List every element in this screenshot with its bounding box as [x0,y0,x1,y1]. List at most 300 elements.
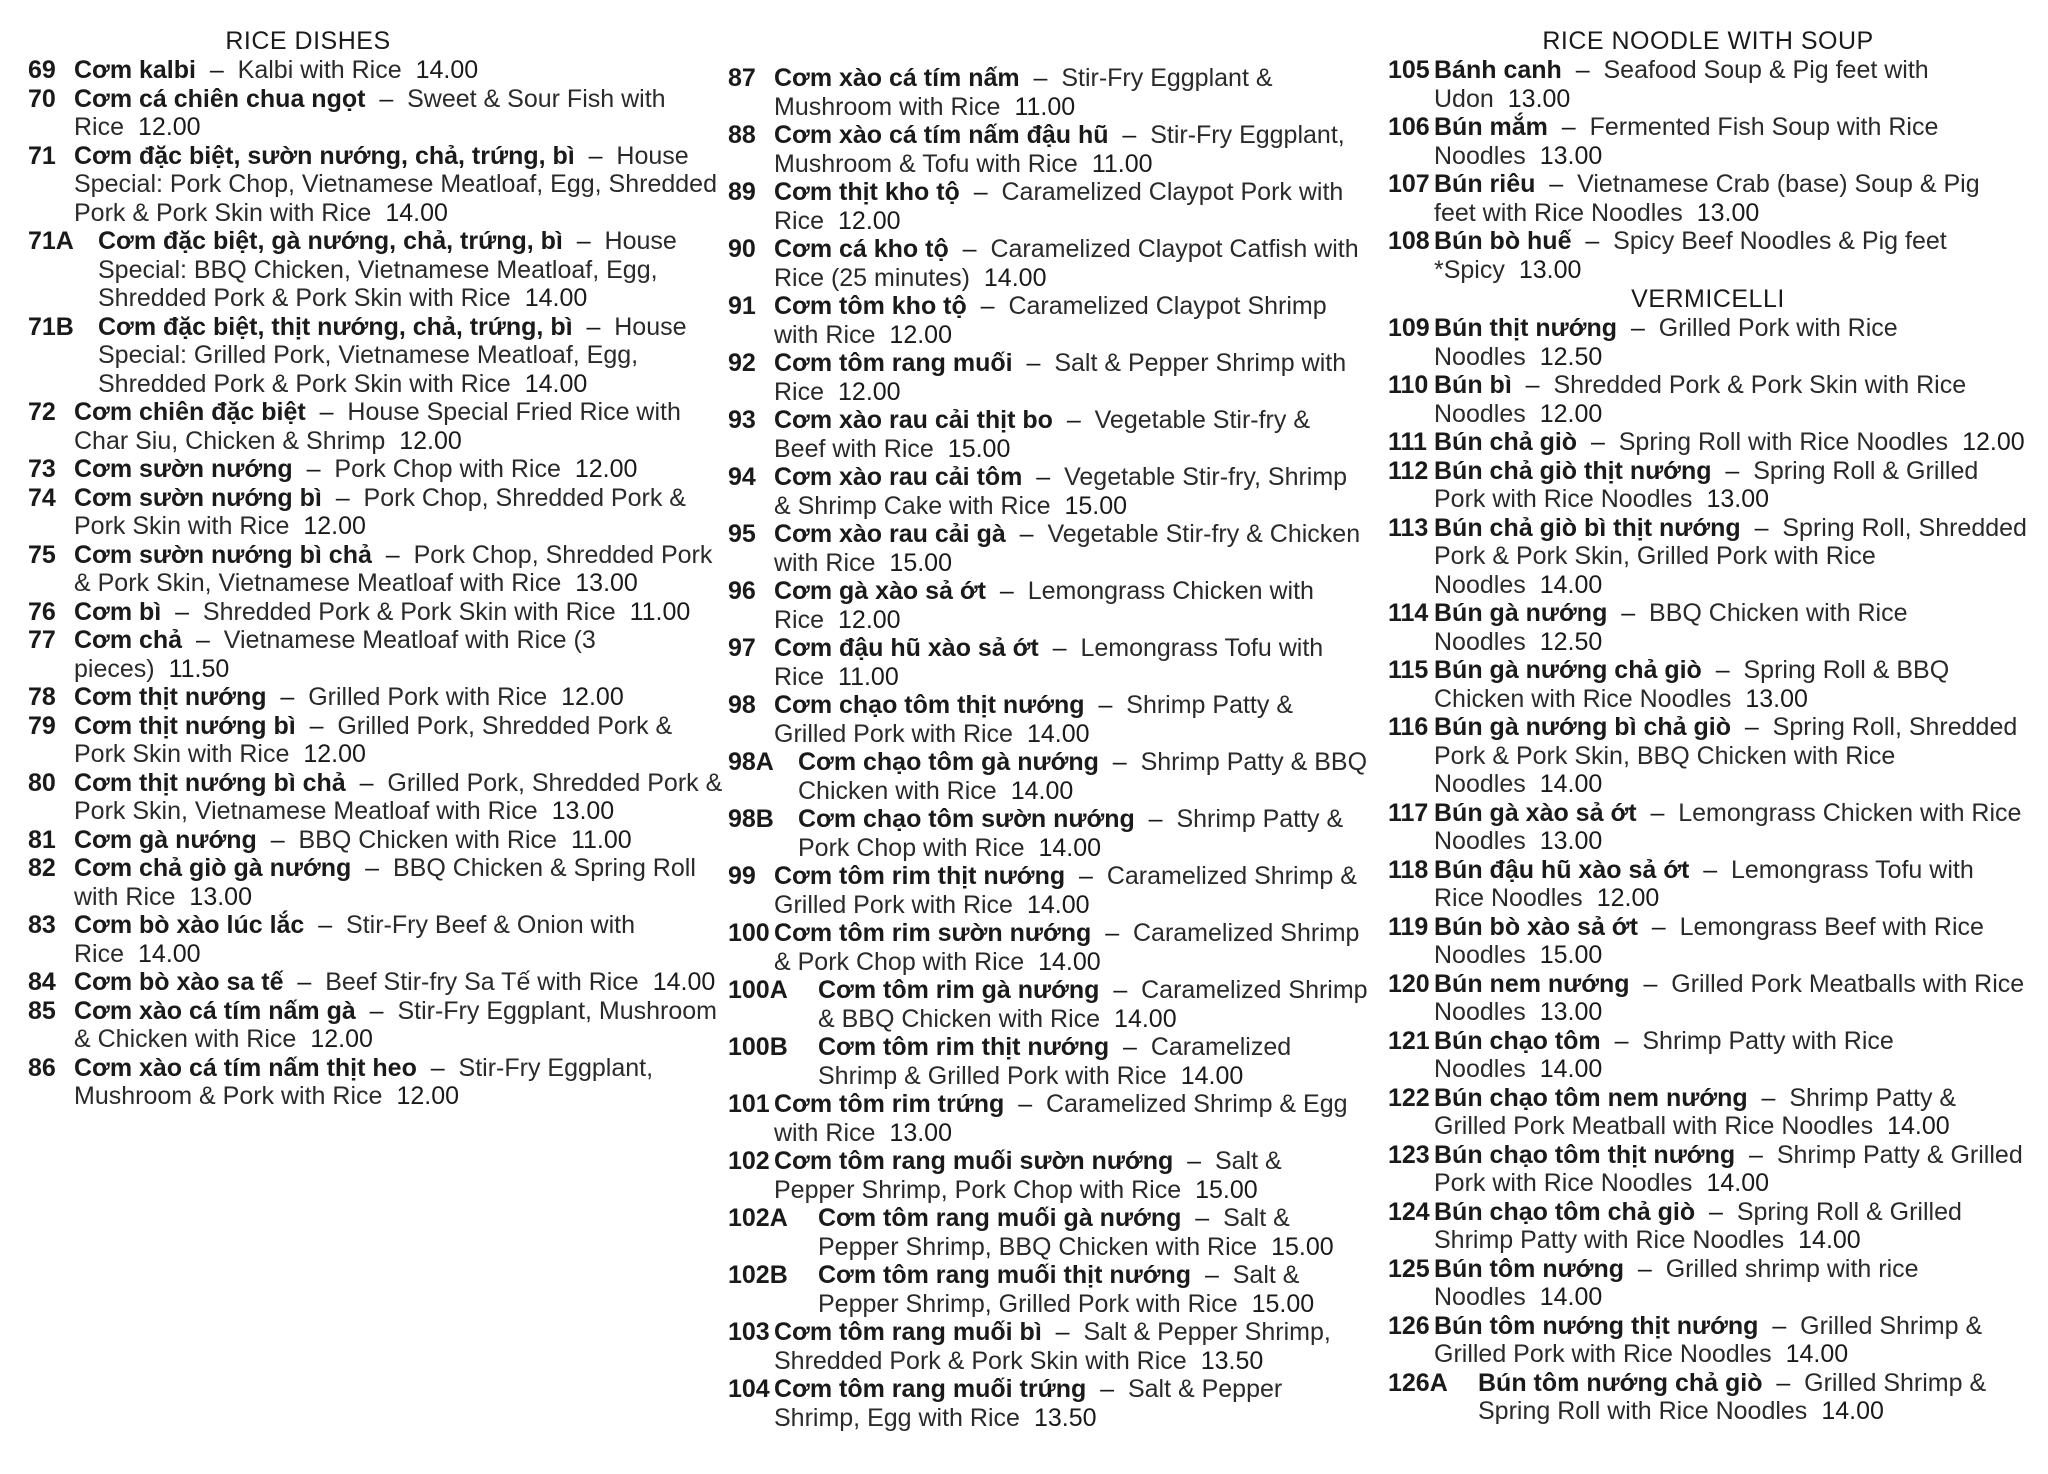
menu-item: 73 Cơm sườn nướng – Pork Chop with Rice 12.00 [28,455,638,483]
item-number: 80 [28,768,56,797]
item-number: 86 [28,1053,56,1082]
item-number: 73 [28,455,56,483]
menu-item: 102A Cơm tôm rang muối gà nướng – Salt & Pepper Shrimp, BBQ Chicken with Rice 15.00 [728,1204,1334,1261]
item-price: 12.00 [1962,428,2025,456]
menu-item: 74 Cơm sườn nướng bì – Pork Chop, Shredded Pork & Pork Skin with Rice 12.00 [28,483,686,540]
menu-item: 91 Cơm tôm kho tộ – Caramelized Claypot Shrimp with Rice 12.00 [728,292,1327,349]
menu-item: 116 Bún gà nướng bì chả giò – Spring Roll, Shredded Pork & Pork Skin, BBQ Chicken with Rice Noodles 14.00 [1388,713,2018,798]
item-list [1388,56,2028,284]
item-price: 12.00 [1539,399,1603,428]
menu-item: 102 Cơm tôm rang muối sườn nướng – Salt & Pepper Shrimp, Pork Chop with Rice 15.00 [728,1147,1282,1204]
item-number: 79 [28,711,56,740]
item-number: 77 [28,626,56,654]
item-number: 90 [728,235,756,263]
item-description: Spring Roll & Grilled Pork with Rice Noodles [1434,456,1979,513]
item-name: Bún tôm nướng [1434,1254,1625,1283]
item-number: 83 [28,911,56,939]
menu-item: 103 Cơm tôm rang muối bì – Salt & Pepper Shrimp, Shredded Pork & Pork Skin with Rice 13.50 [728,1318,1331,1375]
menu-item: 77 Cơm chả – Vietnamese Meatloaf with Rice (3 pieces) 11.50 [28,626,596,683]
item-number: 115 [1388,656,1429,684]
item-name: Bún nem nướng [1434,969,1630,998]
menu-item: 104 Cơm tôm rang muối trứng – Salt & Pepper Shrimp, Egg with Rice 13.50 [728,1375,1283,1432]
item-name: Cơm cá kho tộ [774,235,949,263]
menu-item: 95 Cơm xào rau cải gà – Vegetable Stir-fry & Chicken with Rice 15.00 [728,520,1361,577]
item-description: Caramelized Shrimp & BBQ Chicken with Rice [818,976,1368,1033]
menu-item: 90 Cơm cá kho tộ – Caramelized Claypot Catfish with Rice (25 minutes) 14.00 [728,235,1359,292]
menu-item: 123 Bún chạo tôm thịt nướng – Shrimp Patty & Grilled Pork with Rice Noodles 14.00 [1388,1140,2023,1197]
item-description: Salt & Pepper Shrimp, Grilled Pork with Rice [818,1261,1300,1318]
item-number: 101 [728,1090,770,1118]
item-price: 14.00 [1798,1226,1861,1254]
item-description: Lemongrass Chicken with Rice Noodles [1434,798,2022,855]
item-description: Spring Roll, Shredded Pork & Pork Skin, BBQ Chicken with Rice Noodles [1434,713,2018,798]
item-number: 102B [728,1261,788,1289]
item-price: 14.00 [1706,1169,1769,1197]
item-number: 110 [1388,371,1429,399]
item-price: 14.00 [524,284,588,312]
item-price: 12.00 [574,455,638,483]
menu-item: 114 Bún gà nướng – BBQ Chicken with Rice Noodles 12.50 [1388,599,1908,656]
menu-item: 102B Cơm tôm rang muối thịt nướng – Salt & Pepper Shrimp, Grilled Pork with Rice 15.00 [728,1261,1315,1318]
item-description: BBQ Chicken with Rice [298,825,557,854]
item-name: Cơm xào cá tím nấm thịt heo [74,1053,417,1082]
item-name: Bún mắm [1434,113,1548,141]
item-price: 14.00 [1539,570,1603,599]
menu-item: 100A Cơm tôm rim gà nướng – Caramelized Shrimp & BBQ Chicken with Rice 14.00 [728,976,1368,1033]
item-description: Salt & Pepper Shrimp with Rice [774,349,1347,406]
item-name: Bún thịt nướng [1434,314,1618,342]
item-description: Grilled Pork, Shredded Pork & Pork Skin, Vietnamese Meatloaf with Rice [74,768,723,825]
item-name: Cơm thịt kho tộ [774,178,960,206]
item-number: 126 [1388,1311,1430,1340]
item-price: 13.00 [1507,84,1571,113]
item-description: Caramelized Shrimp & Grilled Pork with Rice [774,862,1357,919]
item-description: Sweet & Sour Fish with Rice [74,84,666,141]
item-number: 98B [728,805,774,833]
item-number: 111 [1388,428,1427,456]
item-list [728,64,1368,1432]
item-number: 119 [1388,912,1429,941]
item-number: 125 [1388,1254,1430,1283]
menu-item: 85 Cơm xào cá tím nấm gà – Stir-Fry Eggplant, Mushroom & Chicken with Rice 12.00 [28,996,717,1053]
item-number: 85 [28,996,56,1025]
item-number: 126A [1388,1368,1448,1397]
item-description: Shredded Pork & Pork Skin with Rice [202,597,616,626]
item-description: Grilled Pork with Rice [308,683,548,711]
item-name: Cơm xào cá tím nấm đậu hũ [774,121,1109,149]
menu-item: 92 Cơm tôm rang muối – Salt & Pepper Shrimp with Rice 12.00 [728,349,1347,406]
item-number: 96 [728,577,756,605]
item-name: Cơm kalbi [74,56,196,84]
item-name: Cơm sườn nướng bì [74,483,322,512]
menu-item: 115 Bún gà nướng chả giò – Spring Roll & BBQ Chicken with Rice Noodles 13.00 [1388,656,1950,713]
item-description: Shredded Pork & Pork Skin with Rice Noodles [1434,371,1967,428]
item-price: 12.00 [138,113,201,141]
item-name: Cơm thịt nướng [74,683,267,711]
item-price: 14.00 [1539,1283,1603,1311]
menu-item: 121 Bún chạo tôm – Shrimp Patty with Rice Noodles 14.00 [1388,1026,1894,1083]
item-price: 11.00 [1091,149,1153,178]
item-description: Grilled Shrimp & Spring Roll with Rice Noodles [1478,1368,1987,1425]
item-description: Grilled Shrimp & Grilled Pork with Rice Noodles [1434,1311,1983,1368]
item-number: 116 [1388,713,1429,741]
item-description: Caramelized Shrimp & Egg with Rice [774,1090,1348,1147]
item-price: 12.00 [303,740,366,768]
menu-item: 71A Cơm đặc biệt, gà nướng, chả, trứng, bì – House Special: BBQ Chicken, Vietnamese Meatloaf, Egg, Shredded Pork & Pork Skin with Rice 14.00 [28,227,677,312]
item-description: Grilled Pork Meatballs with Rice Noodles [1434,969,2025,1026]
item-description: Salt & Pepper Shrimp, Pork Chop with Rice [774,1147,1282,1204]
item-number: 71A [28,227,74,255]
menu-item: 126 Bún tôm nướng thịt nướng – Grilled Shrimp & Grilled Pork with Rice Noodles 14.00 [1388,1311,1983,1368]
item-price: 14.00 [1180,1061,1244,1090]
item-price: 13.00 [1696,198,1760,227]
menu-item: 76 Cơm bì – Shredded Pork & Pork Skin with Rice 11.00 [28,597,691,626]
menu-item: 101 Cơm tôm rim trứng – Caramelized Shrimp & Egg with Rice 13.00 [728,1090,1348,1147]
menu-item: 109 Bún thịt nướng – Grilled Pork with Rice Noodles 12.50 [1388,314,1898,371]
item-description: Seafood Soup & Pig feet with Udon [1434,56,1929,113]
item-name: Bún riêu [1434,170,1536,198]
menu-item: 78 Cơm thịt nướng – Grilled Pork with Rice 12.00 [28,683,624,711]
item-name: Bún chả giò [1434,428,1578,456]
item-name: Bún đậu hũ xào sả ớt [1434,855,1690,884]
item-price: 13.00 [1706,485,1769,513]
item-price: 12.00 [396,1082,459,1110]
item-number: 118 [1388,855,1429,884]
item-number: 81 [28,825,56,854]
item-description: Grilled Pork, Shredded Pork & Pork Skin with Rice [74,711,673,768]
item-description: Stir-Fry Eggplant, Mushroom & Tofu with Rice [774,121,1345,178]
item-name: Cơm chiên đặc biệt [74,398,306,426]
item-price: 14.00 [1038,833,1102,862]
item-price: 13.00 [1745,684,1808,713]
item-name: Cơm tôm rang muối gà nướng [818,1204,1182,1232]
item-name: Bún tôm nướng chả giò [1478,1368,1763,1397]
item-price: 15.00 [1539,941,1603,969]
item-price: 15.00 [947,434,1011,463]
item-name: Bún bò huế [1434,227,1572,255]
menu-item: 71 Cơm đặc biệt, sườn nướng, chả, trứng, bì – House Special: Pork Chop, Vietnamese Meatloaf, Egg, Shredded Pork & Pork Skin with Rice 14.00 [28,141,717,227]
item-name: Bún gà xào sả ớt [1434,798,1637,827]
item-number: 114 [1388,599,1429,627]
item-price: 14.00 [138,939,201,968]
item-number: 109 [1388,314,1430,342]
item-name: Cơm tôm rim trứng [774,1090,1005,1118]
menu-item: 106 Bún mắm – Fermented Fish Soup with Rice Noodles 13.00 [1388,113,1939,170]
item-number: 72 [28,398,56,426]
menu-item: 83 Cơm bò xào lúc lắc – Stir-Fry Beef & Onion with Rice 14.00 [28,911,636,968]
item-price: 12.00 [310,1025,373,1053]
item-number: 69 [28,56,56,84]
menu-item: 122 Bún chạo tôm nem nướng – Shrimp Patty & Grilled Pork Meatball with Rice Noodles 14.00 [1388,1083,1957,1140]
item-name: Cơm tôm rang muối thịt nướng [818,1261,1192,1289]
item-name: Bún chả giò thịt nướng [1434,456,1712,485]
item-price: 14.00 [1010,776,1074,805]
section-title: VERMICELLI [1631,285,1785,313]
item-price: 14.00 [524,369,588,398]
item-price: 12.00 [303,512,366,540]
item-list [28,56,728,1111]
item-number: 76 [28,597,56,626]
item-price: 15.00 [1064,491,1128,520]
menu-item: 80 Cơm thịt nướng bì chả – Grilled Pork, Shredded Pork & Pork Skin, Vietnamese Meatloaf with Rice 13.00 [28,768,723,825]
item-description: Stir-Fry Beef & Onion with Rice [74,911,636,968]
item-number: 106 [1388,113,1430,141]
item-number: 100A [728,976,788,1004]
item-price: 13.00 [1518,255,1582,284]
menu-item: 105 Bánh canh – Seafood Soup & Pig feet with Udon 13.00 [1388,56,1929,113]
menu-item: 117 Bún gà xào sả ớt – Lemongrass Chicken with Rice Noodles 13.00 [1388,798,2022,855]
item-description: Spring Roll & Grilled Shrimp Patty with Rice Noodles [1434,1197,1962,1254]
item-price: 12.00 [889,320,952,349]
item-price: 12.00 [561,683,624,711]
item-description: Stir-Fry Eggplant & Mushroom with Rice [774,64,1273,121]
item-description: Fermented Fish Soup with Rice Noodles [1434,113,1939,170]
item-description: Shrimp Patty with Rice Noodles [1434,1026,1894,1083]
item-price: 11.00 [1014,92,1076,121]
item-price: 11.00 [838,662,899,691]
section-title: RICE DISHES [225,27,391,55]
item-description: BBQ Chicken with Rice Noodles [1434,599,1908,656]
item-description: Caramelized Claypot Catfish with Rice (25 minutes) [774,235,1359,292]
item-name: Cơm thịt nướng bì [74,711,296,740]
item-number: 92 [728,349,756,377]
item-name: Cơm xào rau cải gà [774,520,1006,548]
item-name: Cơm gà xào sả ớt [774,577,986,605]
item-number: 103 [728,1318,770,1346]
item-description: Lemongrass Chicken with Rice [774,577,1314,634]
menu-item: 124 Bún chạo tôm chả giò – Spring Roll & Grilled Shrimp Patty with Rice Noodles 14.00 [1388,1197,1962,1254]
menu-item: 100B Cơm tôm rim thịt nướng – Caramelized Shrimp & Grilled Pork with Rice 14.00 [728,1033,1292,1090]
item-description: Spring Roll & BBQ Chicken with Rice Noodles [1434,656,1950,713]
section-title: RICE NOODLE WITH SOUP [1542,27,1874,55]
item-price: 15.00 [1271,1232,1334,1261]
item-name: Cơm đặc biệt, sườn nướng, chả, trứng, bì [74,141,575,170]
menu-item: 113 Bún chả giò bì thịt nướng – Spring Roll, Shredded Pork & Pork Skin, Grilled Pork with Rice Noodles 14.00 [1388,513,2027,599]
item-name: Cơm tôm rang muối sườn nướng [774,1147,1174,1175]
item-name: Cơm xào rau cải thịt bo [774,406,1053,434]
item-number: 78 [28,683,56,711]
item-price: 13.00 [551,797,615,825]
item-number: 70 [28,84,56,113]
item-price: 14.00 [652,968,716,996]
item-name: Cơm chả [74,626,183,654]
column-noodles [1388,26,2028,1426]
item-description: Pork Chop with Rice [334,455,561,483]
item-number: 102A [728,1204,788,1232]
item-price: 14.00 [1821,1397,1884,1425]
menu-item: 71B Cơm đặc biệt, thịt nướng, chả, trứng, bì – House Special: Grilled Pork, Vietnamese Meatloaf, Egg, Shredded Pork & Pork Skin with Rice 14.00 [28,312,687,398]
item-price: 13.00 [889,1118,952,1147]
item-description: House Special Fried Rice with Char Siu, Chicken & Shrimp [74,398,681,455]
item-number: 84 [28,968,56,996]
item-name: Cơm đặc biệt, gà nướng, chả, trứng, bì [98,227,563,255]
item-price: 12.50 [1539,342,1603,371]
item-name: Cơm tôm rang muối [774,349,1013,377]
menu-item: 89 Cơm thịt kho tộ – Caramelized Claypot Pork with Rice 12.00 [728,178,1344,235]
menu-item: 79 Cơm thịt nướng bì – Grilled Pork, Shredded Pork & Pork Skin with Rice 12.00 [28,711,673,768]
item-description: Vegetable Stir-fry & Chicken with Rice [774,520,1361,577]
item-number: 123 [1388,1140,1430,1169]
item-name: Cơm chạo tôm sườn nướng [798,805,1135,833]
item-number: 122 [1388,1083,1430,1112]
item-name: Cơm tôm rim sườn nướng [774,919,1092,947]
item-name: Cơm xào cá tím nấm [774,64,1020,92]
item-description: Salt & Pepper Shrimp, Shredded Pork & Pork Skin with Rice [774,1318,1331,1375]
item-number: 104 [728,1375,770,1403]
item-number: 99 [728,862,756,890]
item-description: Shrimp Patty & Grilled Pork with Rice [774,691,1293,748]
item-name: Bún chạo tôm chả giò [1434,1197,1696,1226]
item-description: House Special: Pork Chop, Vietnamese Meatloaf, Egg, Shredded Pork & Pork Skin with Rice [74,141,717,227]
item-description: Lemongrass Beef with Rice Noodles [1434,912,1984,969]
item-number: 105 [1388,56,1430,84]
menu-item: 118 Bún đậu hũ xào sả ớt – Lemongrass Tofu with Rice Noodles 12.00 [1388,855,1974,912]
item-list [1388,314,2028,1426]
item-name: Cơm chạo tôm thịt nướng [774,691,1085,719]
item-description: Spicy Beef Noodles & Pig feet *Spicy [1434,227,1947,284]
item-name: Cơm chạo tôm gà nướng [798,748,1099,776]
item-name: Cơm đặc biệt, thịt nướng, chả, trứng, bì [98,312,573,341]
item-price: 12.50 [1539,627,1603,656]
item-description: House Special: Grilled Pork, Vietnamese Meatloaf, Egg, Shredded Pork & Pork Skin with Rice [98,312,687,398]
menu-item: 99 Cơm tôm rim thịt nướng – Caramelized Shrimp & Grilled Pork with Rice 14.00 [728,862,1357,919]
item-name: Cơm đậu hũ xào sả ớt [774,634,1039,662]
item-number: 121 [1388,1026,1430,1055]
item-description: House Special: BBQ Chicken, Vietnamese Meatloaf, Egg, Shredded Pork & Pork Skin with Rice [98,227,677,312]
item-name: Cơm tôm rang muối bì [774,1318,1042,1346]
item-name: Bún bò xào sả ớt [1434,912,1638,941]
menu-item: 96 Cơm gà xào sả ớt – Lemongrass Chicken with Rice 12.00 [728,577,1314,634]
item-number: 71 [28,141,56,170]
item-description: Lemongrass Tofu with Rice Noodles [1434,855,1974,912]
menu-item: 75 Cơm sườn nướng bì chả – Pork Chop, Shredded Pork & Pork Skin, Vietnamese Meatloaf with Rice 13.00 [28,540,713,597]
item-price: 13.00 [1539,827,1603,855]
item-name: Bún bì [1434,371,1512,399]
item-name: Cơm tôm rim gà nướng [818,976,1100,1004]
menu-item: 81 Cơm gà nướng – BBQ Chicken with Rice 11.00 [28,825,632,854]
menu-item: 93 Cơm xào rau cải thịt bo – Vegetable Stir-fry & Beef with Rice 15.00 [728,406,1311,463]
item-number: 113 [1388,513,1429,542]
item-description: Beef Stir-fry Sa Tế with Rice [325,968,639,996]
item-price: 15.00 [1251,1289,1315,1318]
item-number: 97 [728,634,756,662]
item-price: 14.00 [1026,719,1090,748]
menu-item: 125 Bún tôm nướng – Grilled shrimp with rice Noodles 14.00 [1388,1254,1919,1311]
item-name: Cơm thịt nướng bì chả [74,768,346,797]
item-description: Grilled Pork with Rice Noodles [1434,314,1898,371]
item-name: Cơm tôm kho tộ [774,292,967,320]
item-description: Shrimp Patty & Grilled Pork with Rice Noodles [1434,1140,2023,1197]
item-description: Caramelized Claypot Shrimp with Rice [774,292,1327,349]
item-number: 91 [728,292,756,320]
item-number: 71B [28,312,74,341]
item-price: 14.00 [1539,1055,1603,1083]
item-price: 13.00 [1539,998,1603,1026]
menu-item: 112 Bún chả giò thịt nướng – Spring Roll & Grilled Pork with Rice Noodles 13.00 [1388,456,1979,513]
item-name: Cơm sườn nướng [74,455,293,483]
menu-item: 84 Cơm bò xào sa tế – Beef Stir-fry Sa Tế with Rice 14.00 [28,968,716,996]
item-name: Cơm bò xào sa tế [74,968,284,996]
item-name: Bún chả giò bì thịt nướng [1434,513,1741,542]
item-price: 11.00 [570,825,632,854]
menu-item: 100 Cơm tôm rim sườn nướng – Caramelized Shrimp & Pork Chop with Rice 14.00 [728,919,1360,976]
menu-item: 98A Cơm chạo tôm gà nướng – Shrimp Patty & BBQ Chicken with Rice 14.00 [728,748,1368,805]
menu-item: 126A Bún tôm nướng chả giò – Grilled Shrimp & Spring Roll with Rice Noodles 14.00 [1388,1368,1987,1425]
item-price: 14.00 [1887,1112,1950,1140]
item-name: Cơm tôm rim thịt nướng [818,1033,1110,1061]
item-description: Stir-Fry Eggplant, Mushroom & Pork with Rice [74,1053,654,1110]
item-description: Grilled shrimp with rice Noodles [1434,1254,1919,1311]
menu-item: 108 Bún bò huế – Spicy Beef Noodles & Pig feet *Spicy 13.00 [1388,227,1947,284]
item-description: Pork Chop, Shredded Pork & Pork Skin, Vietnamese Meatloaf with Rice [74,540,713,597]
item-description: Lemongrass Tofu with Rice [774,634,1324,691]
item-name: Cơm tôm rang muối trứng [774,1375,1087,1403]
item-price: 15.00 [1195,1175,1258,1204]
item-name: Bánh canh [1434,56,1562,84]
menu-item: 97 Cơm đậu hũ xào sả ớt – Lemongrass Tofu with Rice 11.00 [728,634,1324,691]
item-number: 89 [728,178,756,206]
item-name: Cơm cá chiên chua ngọt [74,84,366,113]
item-description: Caramelized Claypot Pork with Rice [774,178,1344,235]
item-price: 14.00 [415,56,479,84]
item-description: Caramelized Shrimp & Pork Chop with Rice [774,919,1360,976]
item-number: 117 [1388,798,1429,827]
item-number: 100B [728,1033,788,1061]
item-price: 11.00 [629,597,691,626]
item-price: 14.00 [1785,1340,1849,1368]
item-description: Vietnamese Meatloaf with Rice (3 pieces) [74,626,596,683]
item-price: 13.00 [189,882,252,911]
column-rice-dishes [28,26,728,1111]
menu-item: 72 Cơm chiên đặc biệt – House Special Fried Rice with Char Siu, Chicken & Shrimp 12.00 [28,398,681,455]
item-price: 12.00 [838,377,901,406]
item-price: 14.00 [983,263,1047,292]
item-description: BBQ Chicken & Spring Roll with Rice [74,854,696,911]
menu-item: 69 Cơm kalbi – Kalbi with Rice 14.00 [28,56,479,84]
item-name: Cơm bì [74,597,162,626]
item-name: Bún gà nướng bì chả giò [1434,713,1731,741]
item-number: 107 [1388,170,1430,198]
item-description: Spring Roll, Shredded Pork & Pork Skin, Grilled Pork with Rice Noodles [1434,513,2027,599]
item-number: 74 [28,483,56,512]
item-description: Salt & Pepper Shrimp, Egg with Rice [774,1375,1283,1432]
item-name: Bún chạo tôm [1434,1026,1601,1055]
item-price: 13.50 [1200,1346,1264,1375]
item-number: 120 [1388,969,1430,998]
menu-item: 87 Cơm xào cá tím nấm – Stir-Fry Eggplant & Mushroom with Rice 11.00 [728,64,1273,121]
item-name: Cơm sườn nướng bì chả [74,540,372,569]
item-description: Shrimp Patty & BBQ Chicken with Rice [798,748,1368,805]
item-description: Shrimp Patty & Pork Chop with Rice [798,805,1344,862]
column-rice-dishes-continued [728,64,1368,1432]
item-name: Bún gà nướng [1434,599,1608,627]
item-price: 12.00 [838,206,901,235]
menu-item: 82 Cơm chả giò gà nướng – BBQ Chicken & Spring Roll with Rice 13.00 [28,854,696,911]
item-description: Stir-Fry Eggplant, Mushroom & Chicken with Rice [74,996,717,1053]
item-price: 14.00 [385,198,448,227]
item-number: 98 [728,691,756,719]
item-price: 14.00 [1114,1004,1177,1033]
item-description: Pork Chop, Shredded Pork & Pork Skin with Rice [74,483,686,540]
item-description: Vegetable Stir-fry, Shrimp & Shrimp Cake with Rice [774,463,1348,520]
menu-item: 88 Cơm xào cá tím nấm đậu hũ – Stir-Fry Eggplant, Mushroom & Tofu with Rice 11.00 [728,121,1345,178]
item-number: 98A [728,748,774,776]
menu-item: 70 Cơm cá chiên chua ngọt – Sweet & Sour Fish with Rice 12.00 [28,84,666,141]
item-price: 14.00 [1038,947,1101,976]
item-name: Cơm xào rau cải tôm [774,463,1023,491]
item-price: 14.00 [1026,890,1090,919]
item-price: 15.00 [889,548,952,577]
